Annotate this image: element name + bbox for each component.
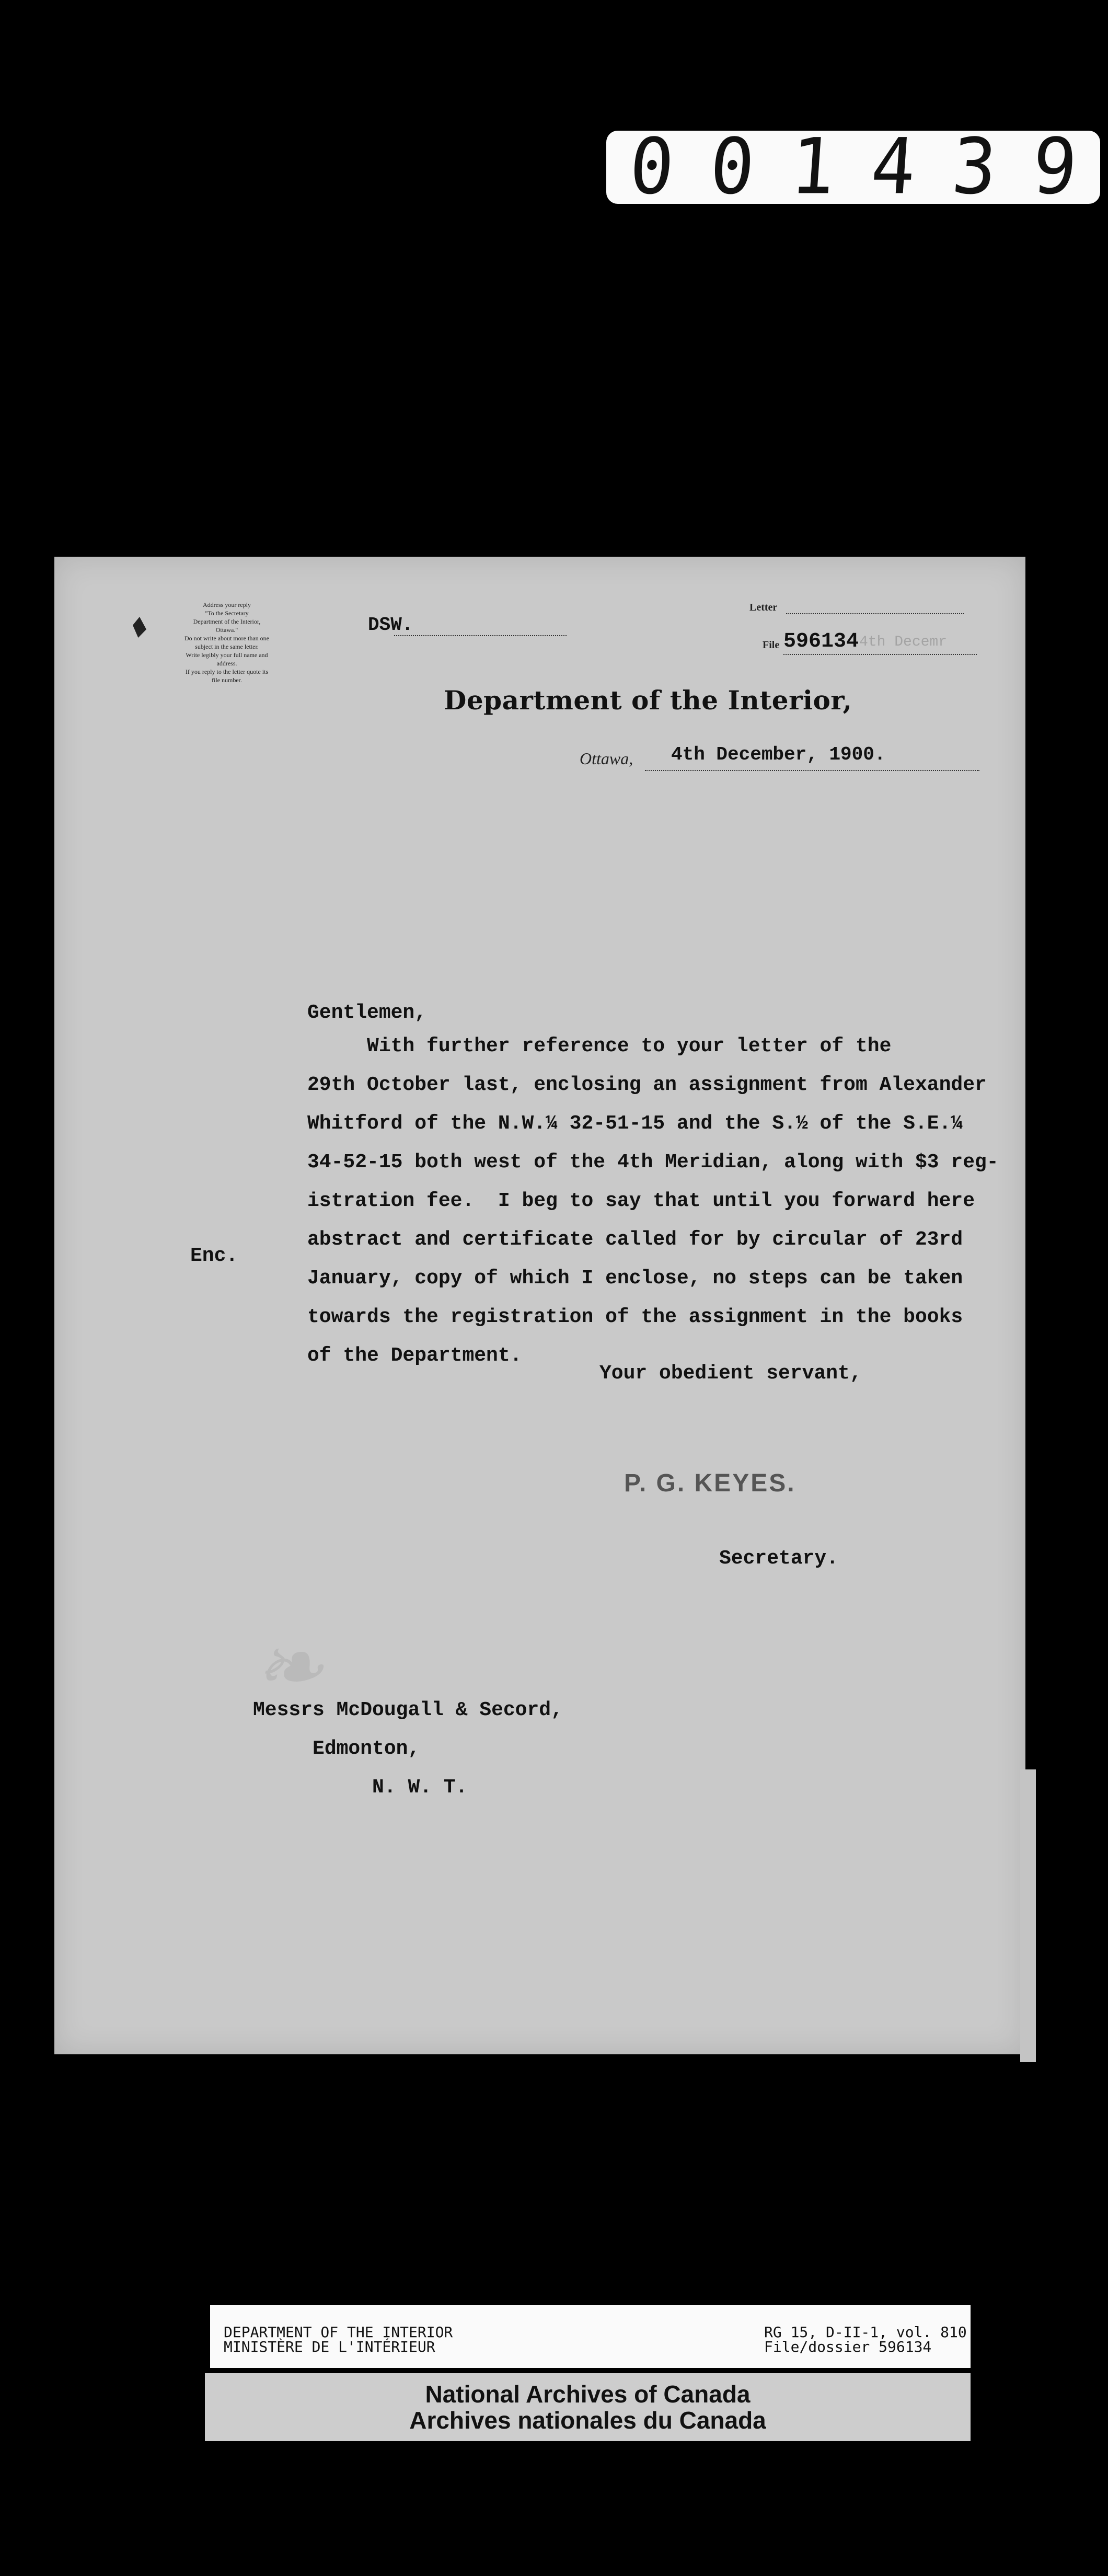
reply-instruction-line: Address your reply [203, 601, 251, 608]
archive-reference-label [210, 2305, 971, 2368]
file-label: File [763, 639, 780, 651]
department-heading: Department of the Interior, [444, 685, 852, 716]
frame-counter [606, 122, 1100, 212]
faint-watermark: ❧ [253, 1618, 329, 1716]
reference-rule [394, 635, 567, 636]
file-number: 596134 [783, 630, 859, 653]
archive-reference [764, 2325, 967, 2354]
reply-instruction-line: Ottawa." [215, 626, 238, 634]
body-line: With further reference to your letter of the [307, 1035, 892, 1057]
institution-name: Archives nationales du Canada [409, 2407, 766, 2434]
frame-digit: 3 [949, 122, 999, 212]
frame-digit: 0 [626, 122, 677, 212]
body-line: January, copy of which I enclose, no steps can be taken [307, 1267, 963, 1290]
addressee-line: Messrs McDougall & Secord, [253, 1699, 563, 1721]
body-line: istration fee. I beg to say that until you forward here [307, 1190, 975, 1212]
body-line: 34-52-15 both west of the 4th Meridian, along with $3 reg- [307, 1151, 999, 1174]
body-line: of the Department. [307, 1344, 522, 1367]
archive-department-line: DEPARTMENT OF THE INTERIOR [224, 2324, 453, 2341]
addressee-block [253, 1691, 563, 1807]
closing: Your obedient servant, [599, 1362, 862, 1385]
letter-rule [786, 613, 964, 614]
archive-reference-line: RG 15, D-II-1, vol. 810 [764, 2324, 967, 2341]
letter-label: Letter [749, 602, 778, 613]
signature-stamp: P. G. KEYES. [624, 1469, 796, 1497]
file-faded-text: 4th Decemr [859, 634, 948, 650]
letter-date: 4th December, 1900. [671, 744, 886, 765]
institution-label [205, 2373, 971, 2441]
reply-instructions [143, 601, 310, 685]
reference-initials: DSW. [368, 614, 413, 636]
reply-instruction-line: Department of the Interior, [193, 618, 261, 625]
date-rule [645, 770, 979, 771]
body-line: abstract and certificate called for by circular of 23rd [307, 1228, 963, 1251]
archive-department-line: MINISTÈRE DE L'INTÉRIEUR [224, 2338, 435, 2355]
letter-page [54, 557, 1025, 2054]
place-label: Ottawa, [580, 749, 633, 768]
reply-instruction-line: Write legibly your full name and [186, 651, 268, 659]
enclosure-note: Enc. [190, 1245, 238, 1267]
reply-instruction-line: address. [216, 660, 237, 667]
file-rule [783, 654, 977, 655]
paper-edge [1020, 1769, 1036, 2062]
institution-name: National Archives of Canada [425, 2380, 751, 2408]
frame-digit: 9 [1029, 122, 1080, 212]
archive-department [224, 2325, 453, 2354]
frame-digit: 0 [707, 122, 758, 212]
body-line: towards the registration of the assignment in the books [307, 1306, 963, 1328]
body-line: 29th October last, enclosing an assignment from Alexander [307, 1074, 987, 1096]
reply-instruction-line: Do not write about more than one [184, 635, 269, 642]
reply-instruction-line: "To the Secretary [205, 610, 249, 617]
letter-body [307, 1027, 999, 1375]
reply-instruction-line: file number. [212, 676, 242, 684]
frame-digit: 4 [868, 122, 919, 212]
salutation: Gentlemen, [307, 1002, 427, 1024]
frame-digit: 1 [788, 122, 838, 212]
reply-instruction-line: If you reply to the letter quote its [185, 668, 269, 675]
body-line: Whitford of the N.W.¼ 32-51-15 and the S.½ of the S.E.¼ [307, 1112, 963, 1135]
addressee-line: N. W. T. [253, 1776, 468, 1799]
signatory-title: Secretary. [719, 1547, 839, 1570]
reply-instruction-line: subject in the same letter. [195, 643, 259, 650]
addressee-line: Edmonton, [253, 1738, 420, 1760]
archive-reference-line: File/dossier 596134 [764, 2338, 932, 2355]
